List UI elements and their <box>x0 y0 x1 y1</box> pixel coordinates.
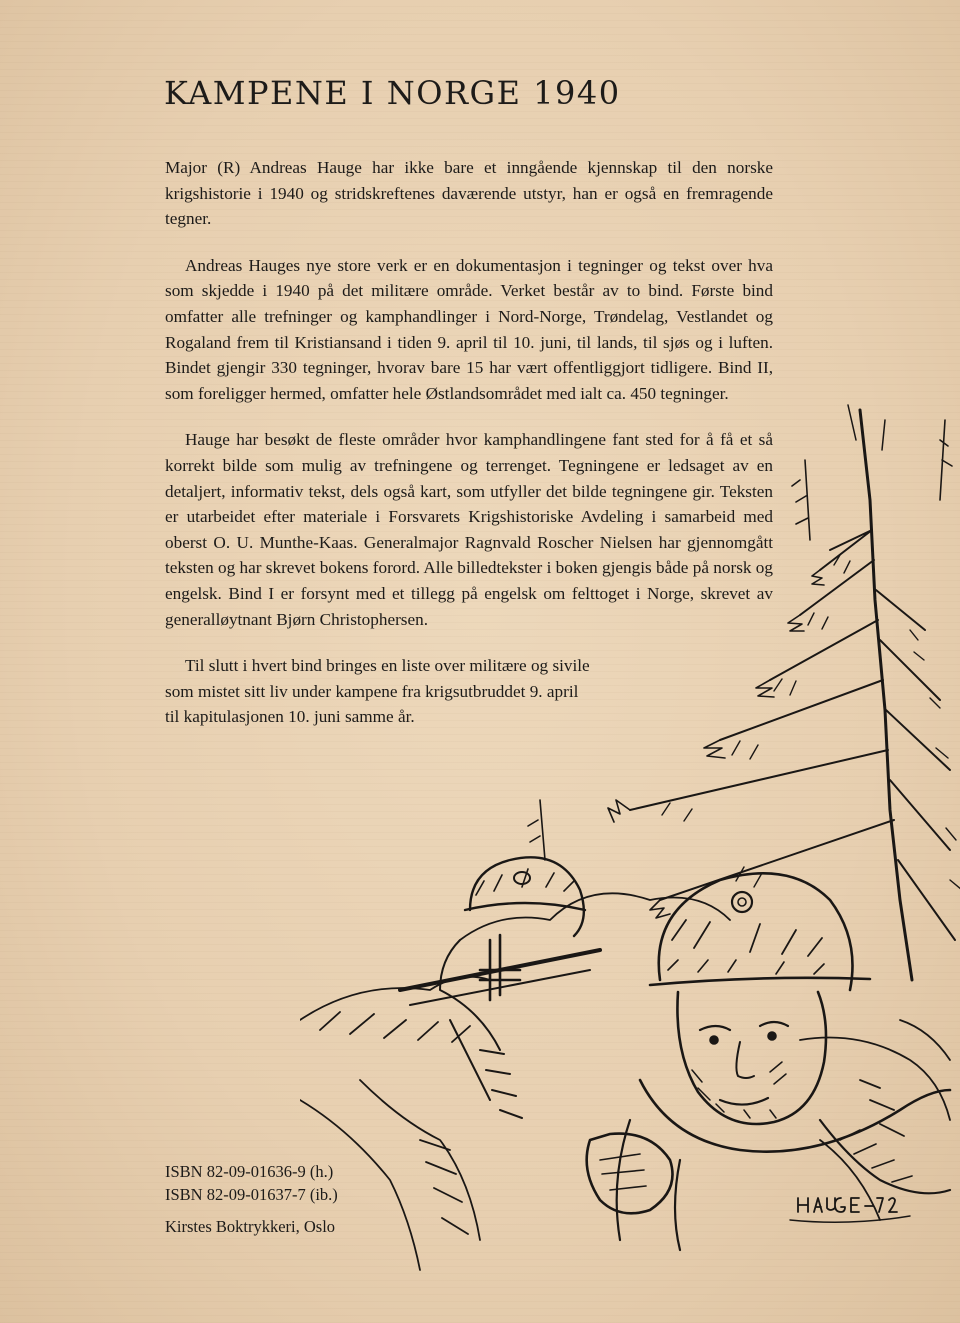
printer-name: Kirstes Boktrykkeri, Oslo <box>165 1217 336 1236</box>
artist-signature <box>790 1198 910 1222</box>
blurb-paragraph-2: Andreas Hauges nye store verk er en dokumentasjon i tegninger og tekst over hva som skjedde i 1940 på det militære område. Verket består av to bind. Første bind omfatter alle trefninger og kamphandlinger i Nord-Norge, Trøndelag, Vestlandet og Rogaland frem til Kristiansand i tiden 9. april til 10. juni, til lands, til sjøs og i luften. Bindet gjengir 330 tegninger, hvorav bare 15 har vært offentliggjort tidligere. Bind II, som foreligger hermed, omfatter hele Østlandsområdet med ialt ca. 450 tegninger. <box>165 255 773 403</box>
soldier-left <box>400 857 600 1118</box>
isbn-hardcover: ISBN 82-09-01636-9 (h.) <box>165 1162 334 1181</box>
spruce-tree <box>608 405 960 980</box>
publication-info <box>165 1160 338 1238</box>
blurb-paragraph-1: Major (R) Andreas Hauge har ikke bare et inngående kjennskap til den norske krigshistorie i 1940 og stridskreftenes daværende utstyr, han er også en fremragende tegner. <box>165 158 773 229</box>
blurb-paragraph-3: Hauge har besøkt de fleste områder hvor kamphandlingene fant sted for å få et så korrekt bilde som mulig av trefningene og terrenget. Tegningene er ledsaget av en detaljert, informativ tekst, dels også kart, som utfyller det bilde tegningene gir. Teksten er utarbeidet efter materiale i Forsvarets Krigshistoriske Avdeling i samarbeid med oberst O. U. Munthe-Kaas. Generalmajor Ragnvald Roscher Nielsen har gjennomgått teksten og har skrevet bokens forord. Alle billedtekster i boken gjengis både på norsk og engelsk. Bind I er forsynt med et tillegg på engelsk om felttoget i Norge, skrevet av generalløytnant Bjørn Christophersen. <box>165 430 773 629</box>
isbn-bound: ISBN 82-09-01637-7 (ib.) <box>165 1185 338 1204</box>
book-title: KAMPENE I NORGE 1940 <box>164 74 621 112</box>
blurb-paragraph-4: Til slutt i hvert bind bringes en liste over militære og sivile som mistet sitt liv under kampene fra krigsutbruddet 9. april til kapitulasjonen 10. juni samme år. <box>165 656 590 727</box>
soldiers-ink-illustration <box>300 380 960 1280</box>
soldier-right <box>587 873 950 1250</box>
